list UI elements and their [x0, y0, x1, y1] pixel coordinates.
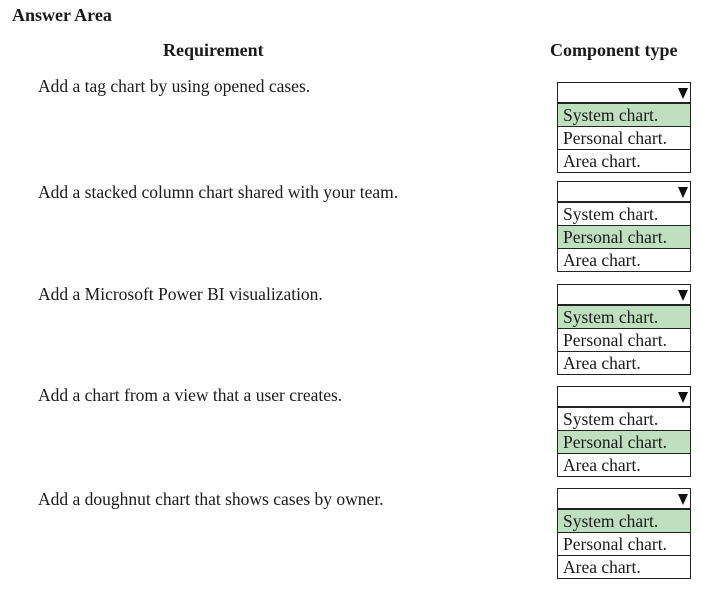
option-area-chart[interactable]: Area chart. — [558, 555, 690, 578]
component-type-dropdown[interactable] — [557, 386, 691, 477]
option-system-chart[interactable]: System chart. — [558, 103, 690, 126]
dropdown-select-box[interactable] — [557, 82, 691, 103]
requirement-text: Add a stacked column chart shared with your team. — [38, 182, 399, 202]
dropdown-options-list — [557, 305, 691, 375]
option-system-chart[interactable]: System chart. — [558, 407, 690, 430]
dropdown-select-box[interactable] — [557, 488, 691, 509]
requirement-text: Add a doughnut chart that shows cases by owner. — [38, 489, 384, 509]
component-type-dropdown[interactable] — [557, 181, 691, 272]
dropdown-options-list — [557, 103, 691, 173]
option-personal-chart[interactable]: Personal chart. — [558, 532, 690, 555]
component-type-header: Component type — [550, 40, 678, 60]
component-type-dropdown[interactable] — [557, 82, 691, 173]
option-system-chart[interactable]: System chart. — [558, 305, 690, 328]
option-personal-chart[interactable]: Personal chart. — [558, 328, 690, 351]
option-area-chart[interactable]: Area chart. — [558, 149, 690, 172]
option-personal-chart[interactable]: Personal chart. — [558, 126, 690, 149]
requirement-text: Add a tag chart by using opened cases. — [38, 76, 311, 96]
dropdown-select-box[interactable] — [557, 181, 691, 202]
option-area-chart[interactable]: Area chart. — [558, 351, 690, 374]
option-system-chart[interactable]: System chart. — [558, 509, 690, 532]
component-type-dropdown[interactable] — [557, 284, 691, 375]
dropdown-options-list — [557, 509, 691, 579]
option-area-chart[interactable]: Area chart. — [558, 248, 690, 271]
answer-area-title: Answer Area — [12, 5, 112, 25]
requirement-header: Requirement — [163, 40, 264, 60]
requirement-text: Add a chart from a view that a user creates. — [38, 385, 343, 405]
option-personal-chart[interactable]: Personal chart. — [558, 430, 690, 453]
option-system-chart[interactable]: System chart. — [558, 202, 690, 225]
requirement-text: Add a Microsoft Power BI visualization. — [38, 284, 323, 304]
dropdown-select-box[interactable] — [557, 386, 691, 407]
chevron-down-icon[interactable] — [678, 392, 688, 403]
chevron-down-icon[interactable] — [678, 290, 688, 301]
chevron-down-icon[interactable] — [678, 494, 688, 505]
dropdown-options-list — [557, 407, 691, 477]
chevron-down-icon[interactable] — [678, 88, 688, 99]
chevron-down-icon[interactable] — [678, 187, 688, 198]
component-type-dropdown[interactable] — [557, 488, 691, 579]
option-area-chart[interactable]: Area chart. — [558, 453, 690, 476]
dropdown-options-list — [557, 202, 691, 272]
dropdown-select-box[interactable] — [557, 284, 691, 305]
option-personal-chart[interactable]: Personal chart. — [558, 225, 690, 248]
